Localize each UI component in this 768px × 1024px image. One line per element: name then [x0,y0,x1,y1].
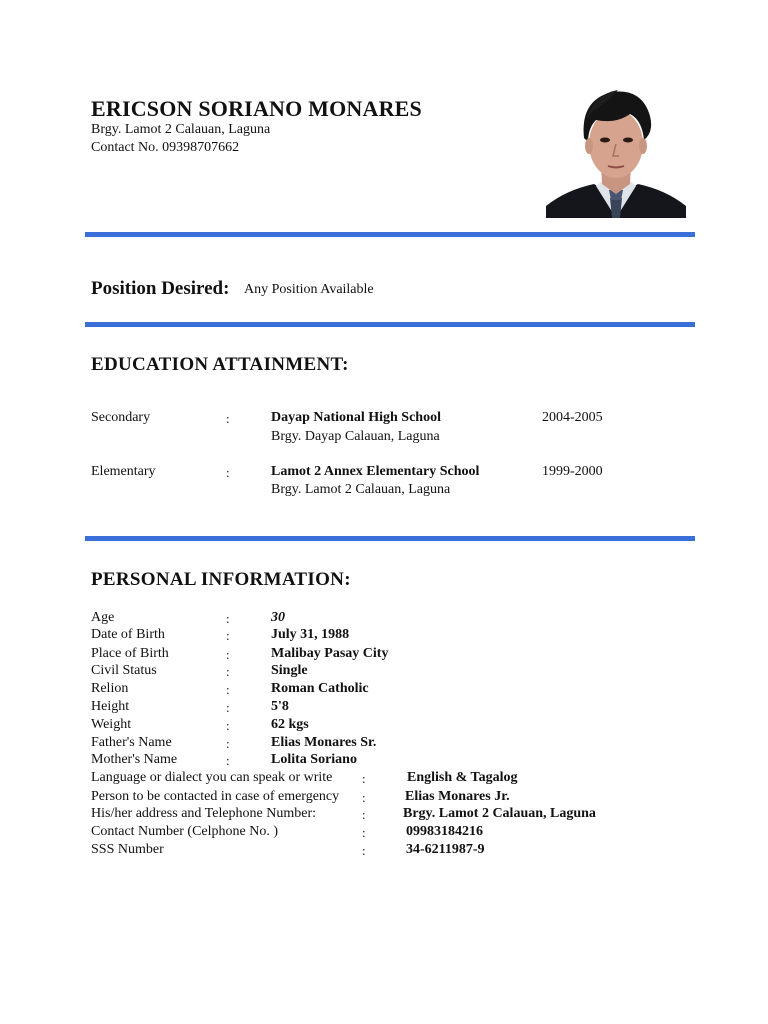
section-divider [85,322,695,327]
personal-label: SSS Number [91,842,164,857]
applicant-contact: Contact No. 09398707662 [91,140,240,155]
personal-colon: : [362,807,366,822]
personal-label: Civil Status [91,663,157,678]
personal-value: Elias Monares Jr. [405,789,510,804]
personal-label: Contact Number (Celphone No. ) [91,824,279,839]
personal-value: 30 [271,610,285,625]
section-divider [85,232,695,237]
personal-colon: : [362,843,366,858]
education-title: EDUCATION ATTAINMENT: [91,354,349,375]
personal-value: English & Tagalog [407,770,518,785]
education-school-address: Brgy. Lamot 2 Calauan, Laguna [271,482,451,497]
education-years: 1999-2000 [542,464,603,479]
personal-value: Roman Catholic [271,681,369,696]
position-label: Position Desired: [91,278,230,299]
personal-colon: : [226,736,230,751]
education-level: Elementary [91,464,156,479]
position-value: Any Position Available [244,282,374,297]
education-level: Secondary [91,410,151,425]
personal-value: Lolita Soriano [271,752,357,767]
portrait-image [546,80,686,218]
personal-label: Language or dialect you can speak or write [91,770,333,785]
personal-colon: : [362,790,366,805]
personal-colon: : [226,628,230,643]
personal-info-title: PERSONAL INFORMATION: [91,569,351,590]
personal-label: Relion [91,681,129,696]
personal-label: Mother's Name [91,752,178,767]
personal-colon: : [226,753,230,768]
personal-label: Place of Birth [91,646,169,661]
personal-colon: : [226,700,230,715]
education-school: Dayap National High School [271,410,441,425]
personal-colon: : [226,611,230,626]
personal-value: 34-6211987-9 [406,842,485,857]
personal-value: Malibay Pasay City [271,646,389,661]
section-divider [85,536,695,541]
education-colon: : [226,465,230,480]
personal-value: July 31, 1988 [271,627,350,642]
personal-label: Father's Name [91,735,172,750]
personal-colon: : [226,682,230,697]
personal-label: Weight [91,717,132,732]
personal-value: Elias Monares Sr. [271,735,377,750]
personal-label: Date of Birth [91,627,165,642]
education-years: 2004-2005 [542,410,603,425]
education-colon: : [226,411,230,426]
personal-value: Brgy. Lamot 2 Calauan, Laguna [403,806,596,821]
personal-label: Height [91,699,130,714]
applicant-name: ERICSON SORIANO MONARES [91,96,422,121]
education-school: Lamot 2 Annex Elementary School [271,464,480,479]
personal-colon: : [226,664,230,679]
education-school-address: Brgy. Dayap Calauan, Laguna [271,429,440,444]
personal-colon: : [362,771,366,786]
applicant-photo [546,80,686,218]
personal-value: 09983184216 [406,824,483,839]
applicant-address: Brgy. Lamot 2 Calauan, Laguna [91,122,271,137]
personal-colon: : [362,825,366,840]
personal-value: 62 kgs [271,717,309,732]
personal-colon: : [226,647,230,662]
personal-label: Age [91,610,115,625]
personal-value: Single [271,663,308,678]
personal-label: Person to be contacted in case of emergency [91,789,340,804]
personal-colon: : [226,718,230,733]
personal-value: 5'8 [271,699,289,714]
personal-label: His/her address and Telephone Number: [91,806,317,821]
